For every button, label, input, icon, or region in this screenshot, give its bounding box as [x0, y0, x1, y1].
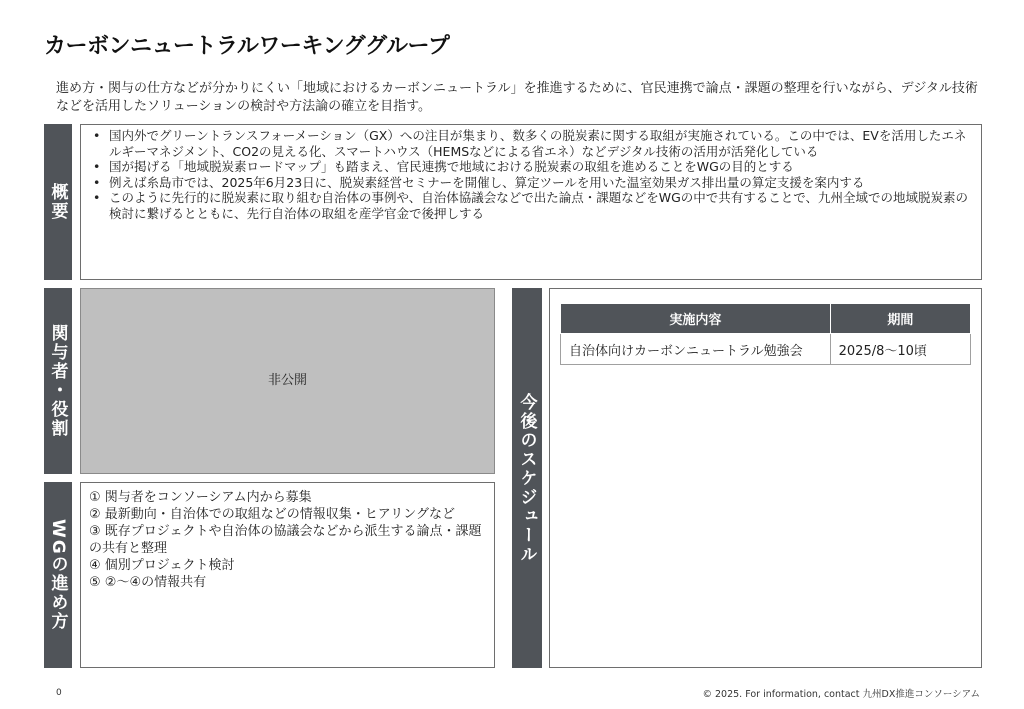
schedule-cell-period: 2025/8～10頃: [830, 334, 970, 365]
wg-process-box: [80, 482, 495, 668]
schedule-label: 今後のスケジュール: [512, 288, 542, 668]
footer-copyright: © 2025. For information, contact 九州DX推進コンソーシアム: [702, 689, 980, 700]
wg-step: ① 関与者をコンソーシアム内から募集: [89, 490, 312, 505]
overview-bullet: • このように先行的に脱炭素に取り組む自治体の事例や、自治体協議会などで出た論点・課題などをWGの中で共有することで、九州全域での地域脱炭素の検討に繋げるとともに、先行自治体の取組を産学官金で後押しする: [87, 190, 973, 221]
schedule-header-row: [561, 304, 971, 334]
stakeholders-label: 関与者・役割: [44, 288, 72, 474]
table-row: [561, 334, 971, 365]
stakeholders-box: [80, 288, 495, 474]
schedule-header-content: 実施内容: [561, 304, 831, 334]
wg-process-steps: [89, 489, 486, 591]
overview-bullets: [87, 128, 973, 221]
schedule-box: [549, 288, 982, 668]
overview-box: [80, 124, 982, 280]
schedule-header-period: 期間: [830, 304, 970, 334]
overview-bullet: • 例えば糸島市では、2025年6月23日に、脱炭素経営セミナーを開催し、算定ツールを用いた温室効果ガス排出量の算定支援を案内する: [87, 175, 973, 191]
wg-step: ③ 既存プロジェクトや自治体の協議会などから派生する論点・課題の共有と整理: [89, 524, 482, 556]
schedule-table: [560, 303, 971, 365]
wg-step: ⑤ ②～④の情報共有: [89, 575, 207, 590]
overview-bullet: • 国が掲げる「地域脱炭素ロードマップ」も踏まえ、官民連携で地域における脱炭素の取組を進めることをWGの目的とする: [87, 159, 973, 175]
wg-step: ② 最新動向・自治体での取組などの情報収集・ヒアリングなど: [89, 507, 456, 522]
wg-process-label-latin: WG: [48, 518, 68, 556]
overview-bullet: • 国内外でグリーントランスフォーメーション（GX）への注目が集まり、数多くの脱炭素に関する取組が実施されている。この中では、EVを活用したエネルギーマネジメント、CO2の見える化、スマートハウス（HEMSなどによる省エネ）などデジタル技術の活用が活発化している: [87, 128, 973, 159]
page-number: 0: [56, 688, 62, 698]
wg-process-label-rest: の進め方: [47, 555, 68, 632]
overview-label: 概要: [44, 124, 72, 280]
wg-step: ④ 個別プロジェクト検討: [89, 558, 235, 573]
wg-process-label: [44, 482, 72, 668]
schedule-cell-content: 自治体向けカーボンニュートラル勉強会: [561, 334, 831, 365]
stakeholders-content: 非公開: [267, 372, 307, 388]
intro-text: 進め方・関与の仕方などが分かりにくい「地域におけるカーボンニュートラル」を推進するために、官民連携で論点・課題の整理を行いながら、デジタル技術などを活用したソリューションの検討や方法論の確立を目指す。: [56, 81, 978, 114]
page-title: カーボンニュートラルワーキンググループ: [44, 34, 450, 59]
